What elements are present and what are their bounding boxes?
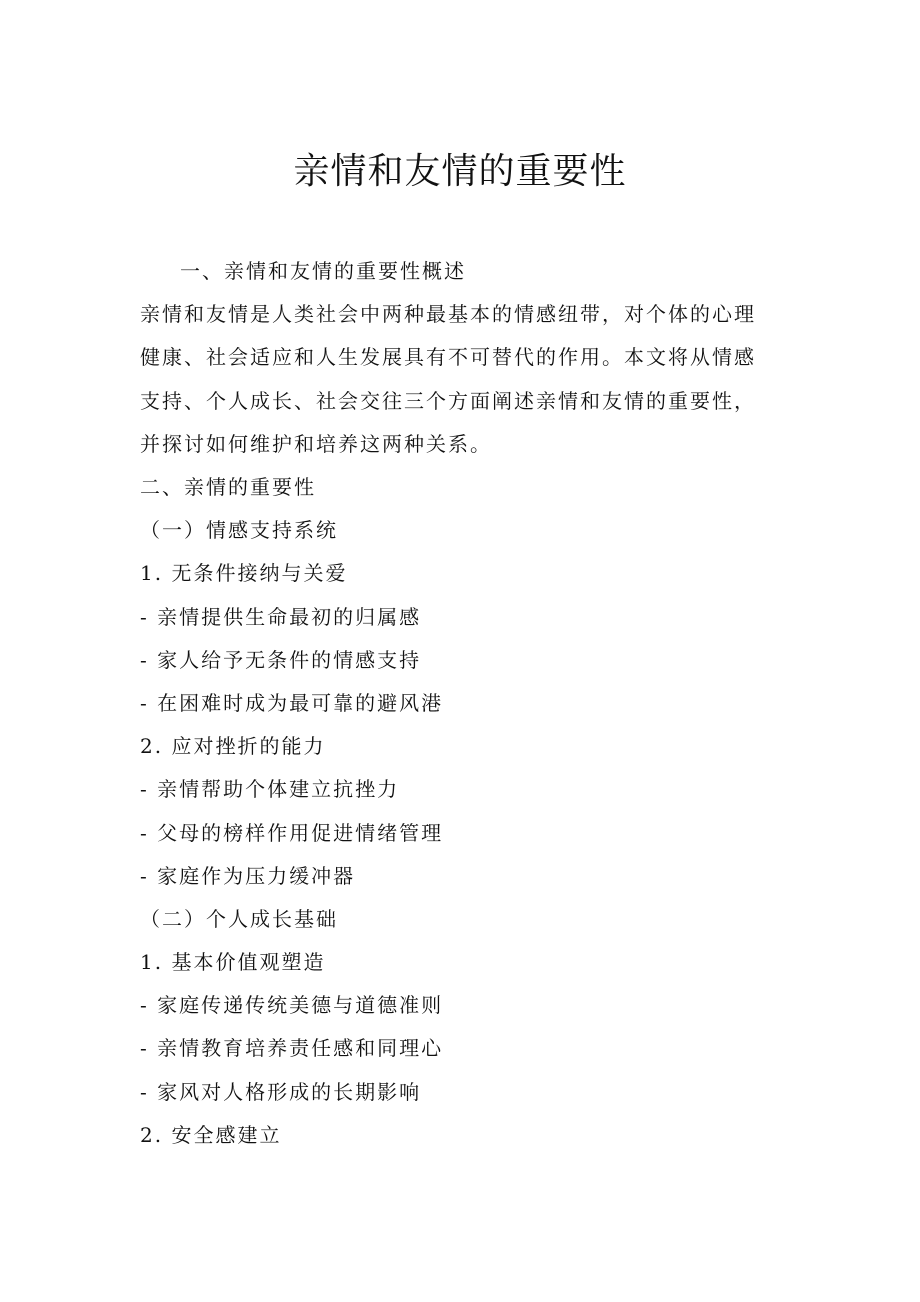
bullet-item: - 家庭作为压力缓冲器	[140, 863, 356, 888]
numbered-item: 1. 无条件接纳与关爱	[140, 561, 348, 586]
section-heading-family: 二、亲情的重要性	[140, 475, 316, 499]
subsection-heading-emotional-support: （一）情感支持系统	[140, 518, 338, 543]
document-title: 亲情和友情的重要性	[293, 151, 627, 192]
subsection-heading-personal-growth: （二）个人成长基础	[140, 906, 338, 931]
document-body	[140, 250, 780, 1157]
bullet-item: - 家人给予无条件的情感支持	[140, 647, 422, 672]
bullet-item: - 家庭传递传统美德与道德准则	[140, 993, 444, 1018]
bullet-item: - 在困难时成为最可靠的避风港	[140, 690, 444, 715]
numbered-item: 2. 安全感建立	[140, 1122, 282, 1147]
numbered-item: 2. 应对挫折的能力	[140, 734, 326, 759]
bullet-item: - 父母的榜样作用促进情绪管理	[140, 820, 444, 845]
numbered-item: 1. 基本价值观塑造	[140, 950, 326, 975]
bullet-item: - 亲情教育培养责任感和同理心	[140, 1036, 444, 1061]
bullet-item: - 亲情帮助个体建立抗挫力	[140, 777, 400, 802]
intro-paragraph: 亲情和友情是人类社会中两种最基本的情感纽带，对个体的心理健康、社会适应和人生发展具有不可替代的作用。本文将从情感支持、个人成长、社会交往三个方面阐述亲情和友情的重要性，并探讨如何维护和培养这两种关系。	[140, 302, 756, 456]
section-heading-overview: 一、亲情和友情的重要性概述	[180, 259, 466, 283]
bullet-item: - 亲情提供生命最初的归属感	[140, 604, 422, 629]
bullet-item: - 家风对人格形成的长期影响	[140, 1079, 422, 1104]
